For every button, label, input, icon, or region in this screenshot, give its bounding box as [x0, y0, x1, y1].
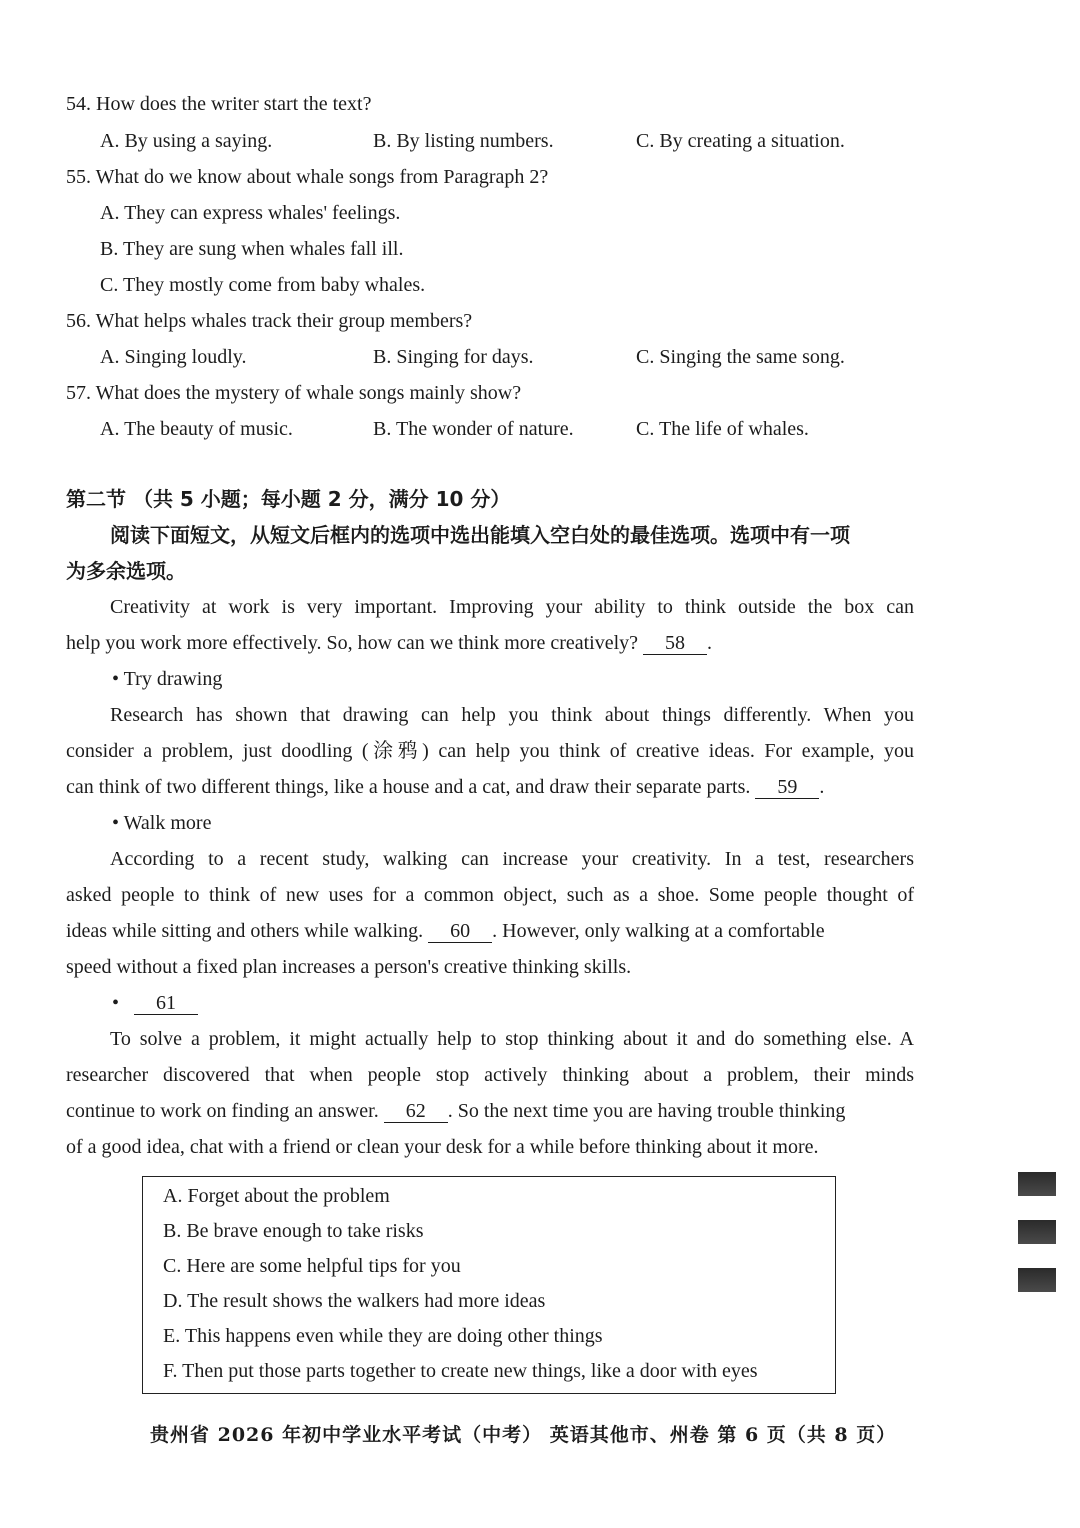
question-56-stem: 56. What helps whales track their group members? [66, 310, 473, 332]
box-option-a: A. Forget about the problem [163, 1185, 390, 1207]
question-54-option-a: A. By using a saying. [100, 130, 273, 152]
box-option-d: D. The result shows the walkers had more ideas [163, 1290, 546, 1312]
passage-bullet-walk-more: • Walk more [112, 812, 212, 834]
question-57-option-b: B. The wonder of nature. [373, 418, 574, 440]
passage-p2-line2: consider a problem, just doodling (涂鸦) can help you think of creative ideas. For example, you [66, 740, 914, 762]
page-footer: 贵州省 2026 年初中学业水平考试（中考） 英语其他市、州卷 第 6 页（共 8 页） [150, 1424, 897, 1446]
question-55-stem: 55. What do we know about whale songs from Paragraph 2? [66, 166, 549, 188]
passage-p3-line2: asked people to think of new uses for a common object, such as a shoe. Some people thought of [66, 884, 914, 906]
passage-p1-line2: help you work more effectively. So, how can we think more creatively? 58 . [66, 632, 713, 654]
passage-p2-line1: Research has shown that drawing can help you think about things differently. When you [110, 704, 914, 726]
blank-62: 62 [384, 1100, 448, 1123]
passage-p4-line1: To solve a problem, it might actually help to stop thinking about it and do something else. A [110, 1028, 914, 1050]
question-54-option-c: C. By creating a situation. [636, 130, 845, 152]
passage-p3-line1: According to a recent study, walking can increase your creativity. In a test, researchers [110, 848, 914, 870]
box-option-b: B. Be brave enough to take risks [163, 1220, 424, 1242]
question-57-option-a: A. The beauty of music. [100, 418, 293, 440]
question-54-stem: 54. How does the writer start the text? [66, 93, 372, 115]
box-option-f: F. Then put those parts together to create new things, like a door with eyes [163, 1360, 758, 1382]
question-57-stem: 57. What does the mystery of whale songs mainly show? [66, 382, 522, 404]
passage-p3-line4: speed without a fixed plan increases a person's creative thinking skills. [66, 956, 632, 978]
passage-p3-line3: ideas while sitting and others while walking. 60 . However, only walking at a comfortable [66, 920, 825, 942]
section-2-instruction-line1: 阅读下面短文，从短文后框内的选项中选出能填入空白处的最佳选项。选项中有一项 [110, 523, 850, 547]
passage-p2-line3: can think of two different things, like a house and a cat, and draw their separate parts. 59 . [66, 776, 825, 798]
question-55-option-b: B. They are sung when whales fall ill. [100, 238, 404, 260]
blank-58: 58 [643, 632, 707, 655]
section-2-instruction-line2: 为多余选项。 [66, 559, 186, 583]
registration-marker-2 [1018, 1220, 1056, 1244]
blank-60: 60 [428, 920, 492, 943]
registration-marker-1 [1018, 1172, 1056, 1196]
question-54-option-b: B. By listing numbers. [373, 130, 554, 152]
question-56-option-a: A. Singing loudly. [100, 346, 247, 368]
passage-p4-line2: researcher discovered that when people stop actively thinking about a problem, their minds [66, 1064, 914, 1086]
passage-p1-line1: Creativity at work is very important. Improving your ability to think outside the box can [110, 596, 914, 618]
question-56-option-b: B. Singing for days. [373, 346, 534, 368]
registration-marker-3 [1018, 1268, 1056, 1292]
question-56-option-c: C. Singing the same song. [636, 346, 845, 368]
question-55-option-a: A. They can express whales' feelings. [100, 202, 401, 224]
section-2-title: 第二节 （共 5 小题；每小题 2 分，满分 10 分） [66, 487, 511, 511]
passage-bullet-try-drawing: • Try drawing [112, 668, 223, 690]
passage-p4-line3: continue to work on finding an answer. 62 . So the next time you are having trouble thinking [66, 1100, 846, 1122]
passage-bullet-61: • 61 [112, 990, 198, 1016]
blank-61: 61 [134, 992, 198, 1015]
passage-p4-line4: of a good idea, chat with a friend or clean your desk for a while before thinking about it more. [66, 1136, 819, 1158]
question-55-option-c: C. They mostly come from baby whales. [100, 274, 426, 296]
box-option-e: E. This happens even while they are doing other things [163, 1325, 603, 1347]
box-option-c: C. Here are some helpful tips for you [163, 1255, 461, 1277]
blank-59: 59 [755, 776, 819, 799]
question-57-option-c: C. The life of whales. [636, 418, 809, 440]
answer-options-box [142, 1176, 836, 1394]
